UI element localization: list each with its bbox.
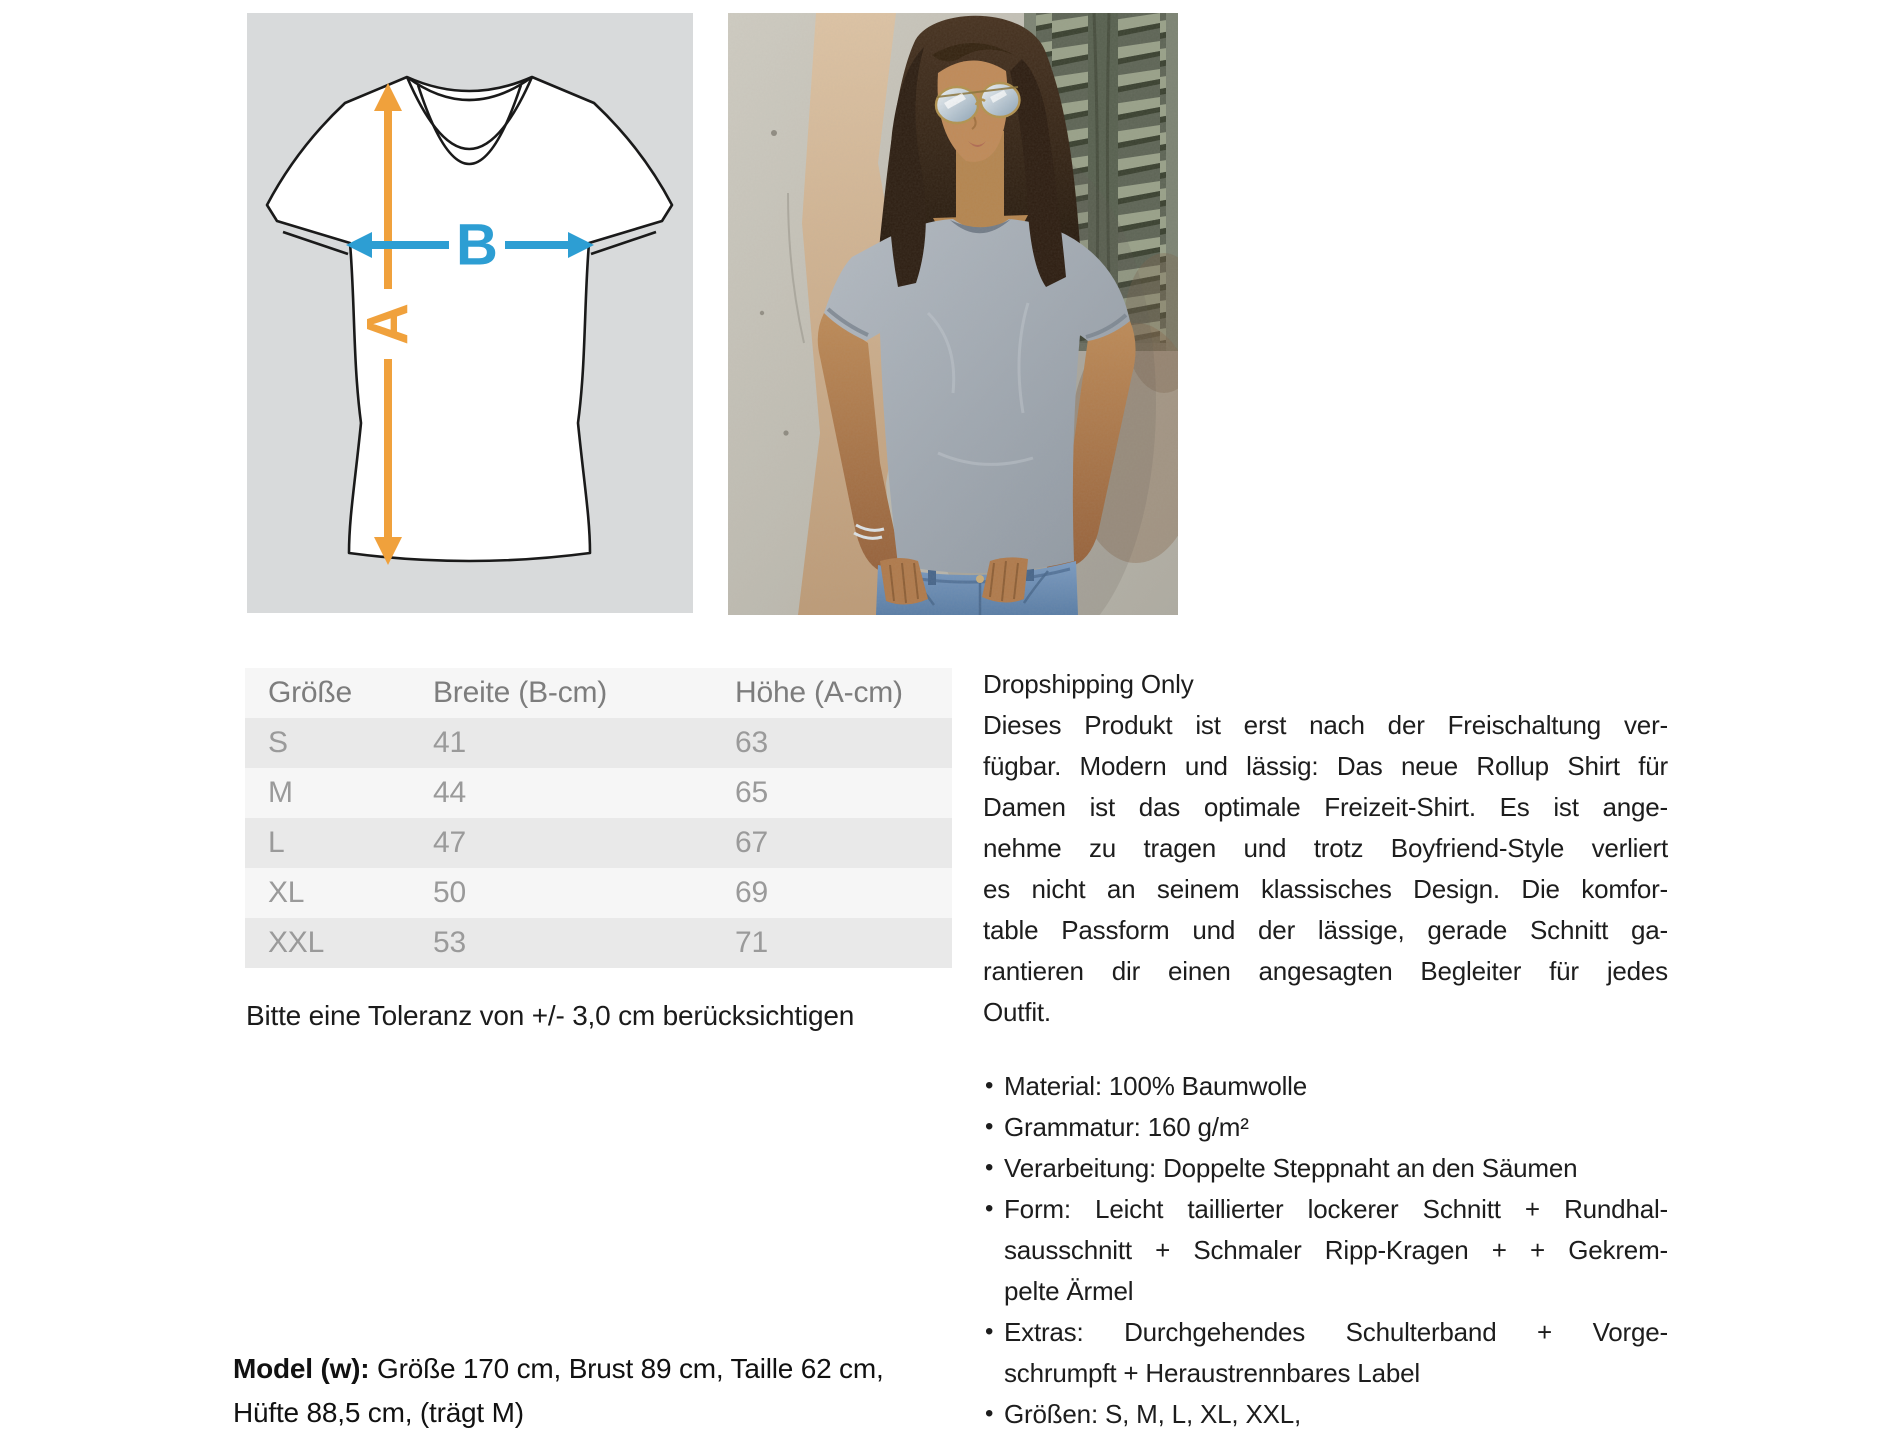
bullet-line: Form: Leicht taillierter lockerer Schnitt + Rundhal- — [1004, 1194, 1668, 1224]
bullet-item — [983, 1189, 1668, 1312]
bullet-item — [983, 1066, 1668, 1107]
table-cell: L — [268, 826, 285, 859]
paragraph-line: nehme zu tragen und trotz Boyfriend-Style verliert — [983, 833, 1668, 863]
table-cell: 53 — [433, 926, 466, 959]
table-cell: S — [268, 726, 288, 759]
bullet-icon: • — [985, 1154, 994, 1181]
column-header: Größe — [268, 676, 353, 709]
table-cell: 67 — [735, 826, 768, 859]
table-cell: 50 — [433, 876, 466, 909]
bullet-line: Grammatur: 160 g/m² — [1004, 1112, 1249, 1142]
bullet-item — [983, 1148, 1668, 1189]
model-note-line1 — [233, 1347, 884, 1391]
table-cell: M — [268, 776, 293, 809]
label-b: B — [456, 212, 498, 278]
bullet-line: sausschnitt + Schmaler Ripp-Kragen + + Gekrem- — [1004, 1235, 1668, 1265]
model-note-line2: Hüfte 88,5 cm, (trägt M) — [233, 1397, 524, 1428]
model-photo — [728, 13, 1178, 615]
bullet-item — [983, 1394, 1668, 1435]
size-table — [245, 668, 952, 968]
table-row — [245, 918, 952, 968]
bullet-icon: • — [985, 1400, 994, 1427]
bullet-item — [983, 1107, 1668, 1148]
size-diagram-svg — [247, 13, 693, 613]
table-cell: 44 — [433, 776, 466, 809]
paragraph-line: Damen ist das optimale Freizeit-Shirt. Es ist ange- — [983, 792, 1668, 822]
table-cell: XXL — [268, 926, 325, 959]
model-note-label: Model (w): — [233, 1353, 370, 1384]
table-row — [245, 768, 952, 818]
paragraph-line: table Passform und der lässige, gerade Schnitt ga- — [983, 915, 1668, 945]
paragraph-line: rantieren dir einen angesagten Begleiter für jedes — [983, 956, 1668, 986]
table-cell: XL — [268, 876, 305, 909]
tshirt-outline-icon — [267, 77, 672, 561]
table-cell: 41 — [433, 726, 466, 759]
table-cell: 69 — [735, 876, 768, 909]
table-cell: 65 — [735, 776, 768, 809]
table-row — [245, 718, 952, 768]
bullet-icon: • — [985, 1195, 994, 1222]
bullet-icon: • — [985, 1072, 994, 1099]
model-measurements-note — [233, 1347, 884, 1435]
size-diagram — [247, 13, 693, 613]
model-photo-svg — [728, 13, 1178, 615]
table-cell: 71 — [735, 926, 768, 959]
description-paragraph — [983, 705, 1668, 1033]
tolerance-note: Bitte eine Toleranz von +/- 3,0 cm berücksichtigen — [246, 1000, 855, 1031]
paragraph-line: Dieses Produkt ist erst nach der Freischaltung ver- — [983, 710, 1668, 740]
table-cell: 63 — [735, 726, 768, 759]
model-note-line1-rest: Größe 170 cm, Brust 89 cm, Taille 62 cm, — [369, 1353, 884, 1384]
column-header: Breite (B-cm) — [433, 676, 608, 709]
bullet-line: schrumpft + Heraustrennbares Label — [1004, 1358, 1420, 1388]
bullet-line: Material: 100% Baumwolle — [1004, 1071, 1308, 1101]
column-header: Höhe (A-cm) — [735, 676, 903, 709]
product-description — [983, 664, 1668, 1435]
table-cell: 47 — [433, 826, 466, 859]
bullet-icon: • — [985, 1113, 994, 1140]
paragraph-line: fügbar. Modern und lässig: Das neue Rollup Shirt für — [983, 751, 1668, 781]
paragraph-line: Outfit. — [983, 997, 1051, 1027]
bullet-icon: • — [985, 1318, 994, 1345]
table-row — [245, 818, 952, 868]
bullet-line: Größen: S, M, L, XL, XXL, — [1004, 1399, 1302, 1429]
bullet-line: Extras: Durchgehendes Schulterband + Vorge- — [1004, 1317, 1668, 1347]
bullet-line: pelte Ärmel — [1004, 1276, 1134, 1306]
description-bullets — [983, 1066, 1668, 1435]
bullet-item — [983, 1312, 1668, 1394]
table-header-row — [245, 668, 952, 718]
paragraph-line: es nicht an seinem klassisches Design. Die komfor- — [983, 874, 1668, 904]
bullet-line: Verarbeitung: Doppelte Steppnaht an den Säumen — [1004, 1153, 1578, 1183]
description-heading: Dropshipping Only — [983, 669, 1194, 699]
label-a: A — [355, 303, 421, 345]
table-row — [245, 868, 952, 918]
